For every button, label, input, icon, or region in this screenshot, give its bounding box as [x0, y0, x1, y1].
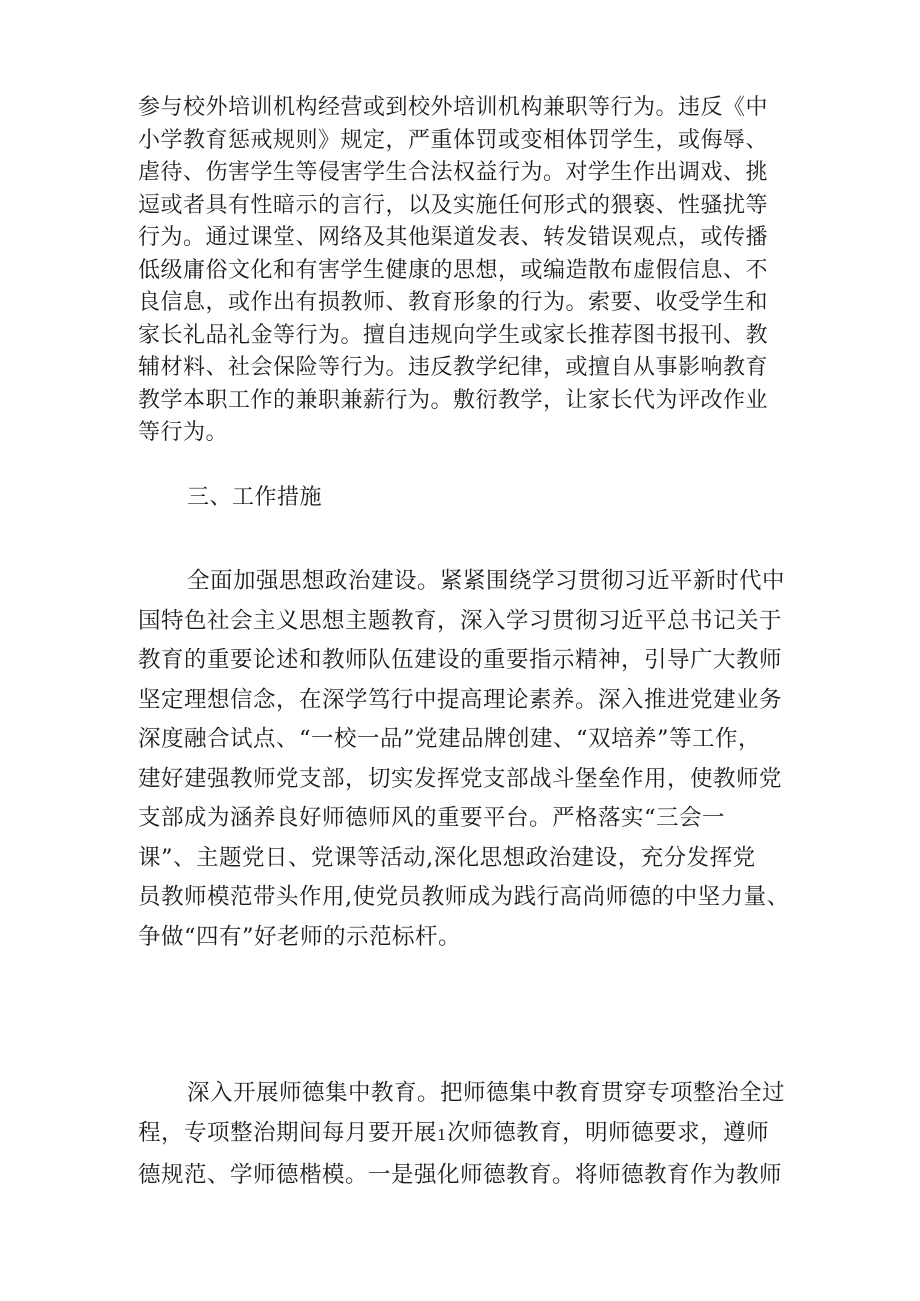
- text-line: 支部成为涵养良好师德师风的重要平台。严格落实“三会一: [138, 805, 726, 831]
- text-line: 家长礼品礼金等行为。擅自违规向学生或家长推荐图书报刊、教: [138, 322, 769, 348]
- text-line: 低级庸俗文化和有害学生健康的思想，或编造散布虚假信息、不: [138, 257, 769, 283]
- paragraph-political-building: [138, 562, 798, 957]
- text-line: 全面加强思想政治建设。紧紧围绕学习贯彻习近平新时代中: [187, 568, 786, 594]
- text-line: 教育的重要论述和教师队伍建设的重要指示精神，引导广大教师: [138, 647, 783, 673]
- number-text: 1: [437, 1126, 448, 1144]
- text-segment: 程，专项整治期间每月要开展: [138, 1120, 438, 1146]
- text-line: 德规范、学师德楷模。一是强化师德教育。将师德教育作为教师: [138, 1162, 783, 1188]
- text-line: 课”、主题党日、党课等活动,深化思想政治建设，充分发挥党: [138, 844, 756, 871]
- text-segment: 次师德教育，明师德要求，遵师: [447, 1120, 770, 1146]
- section-heading: [138, 478, 798, 518]
- text-line: 虐待、伤害学生等侵害学生合法权益行为。对学生作出调戏、挑: [138, 160, 769, 185]
- text-line: 行为。通过课堂、网络及其他渠道发表、转发错误观点，或传播: [138, 225, 769, 250]
- text-line: 建好建强教师党支部，切实发挥党支部战斗堡垒作用，使教师党: [138, 765, 783, 792]
- text-line: 国特色社会主义思想主题教育，深入学习贯彻习近平总书记关于: [138, 607, 783, 634]
- text-line: 员教师模范带头作用,使党员教师成为践行高尚师德的中坚力量、: [138, 884, 790, 910]
- text-line: 坚定理想信念，在深学笃行中提高理论素养。深入推进党建业务: [138, 686, 783, 713]
- text-line: 良信息，或作出有损教师、教育形象的行为。索要、收受学生和: [138, 290, 769, 315]
- text-line: 深度融合试点、“一校一品”党建品牌创建、“双培养”等工作，: [138, 726, 762, 752]
- text-line: 参与校外培训机构经营或到校外培训机构兼职等行为。违反《中: [138, 95, 769, 120]
- text-line: 教学本职工作的兼职兼薪行为。敷衍教学，让家长代为评改作业: [138, 387, 769, 413]
- heading-text: 三、工作措施: [187, 485, 323, 510]
- text-line: 辅材料、社会保险等行为。违反教学纪律，或擅自从事影响教育: [138, 355, 769, 380]
- paragraph-violations: [138, 92, 798, 450]
- text-line: 逗或者具有性暗示的言行，以及实施任何形式的猥亵、性骚扰等: [138, 192, 769, 218]
- text-line: 等行为。: [138, 420, 229, 445]
- text-line: 小学教育惩戒规则》规定，严重体罚或变相体罚学生，或侮辱、: [138, 127, 769, 153]
- text-line: 深入开展师德集中教育。把师德集中教育贯穿专项整治全过: [187, 1080, 786, 1106]
- text-line: 争做“四有”好老师的示范标杆。: [138, 923, 462, 950]
- text-line: [138, 1113, 798, 1155]
- paragraph-ethics-education: [138, 1073, 798, 1195]
